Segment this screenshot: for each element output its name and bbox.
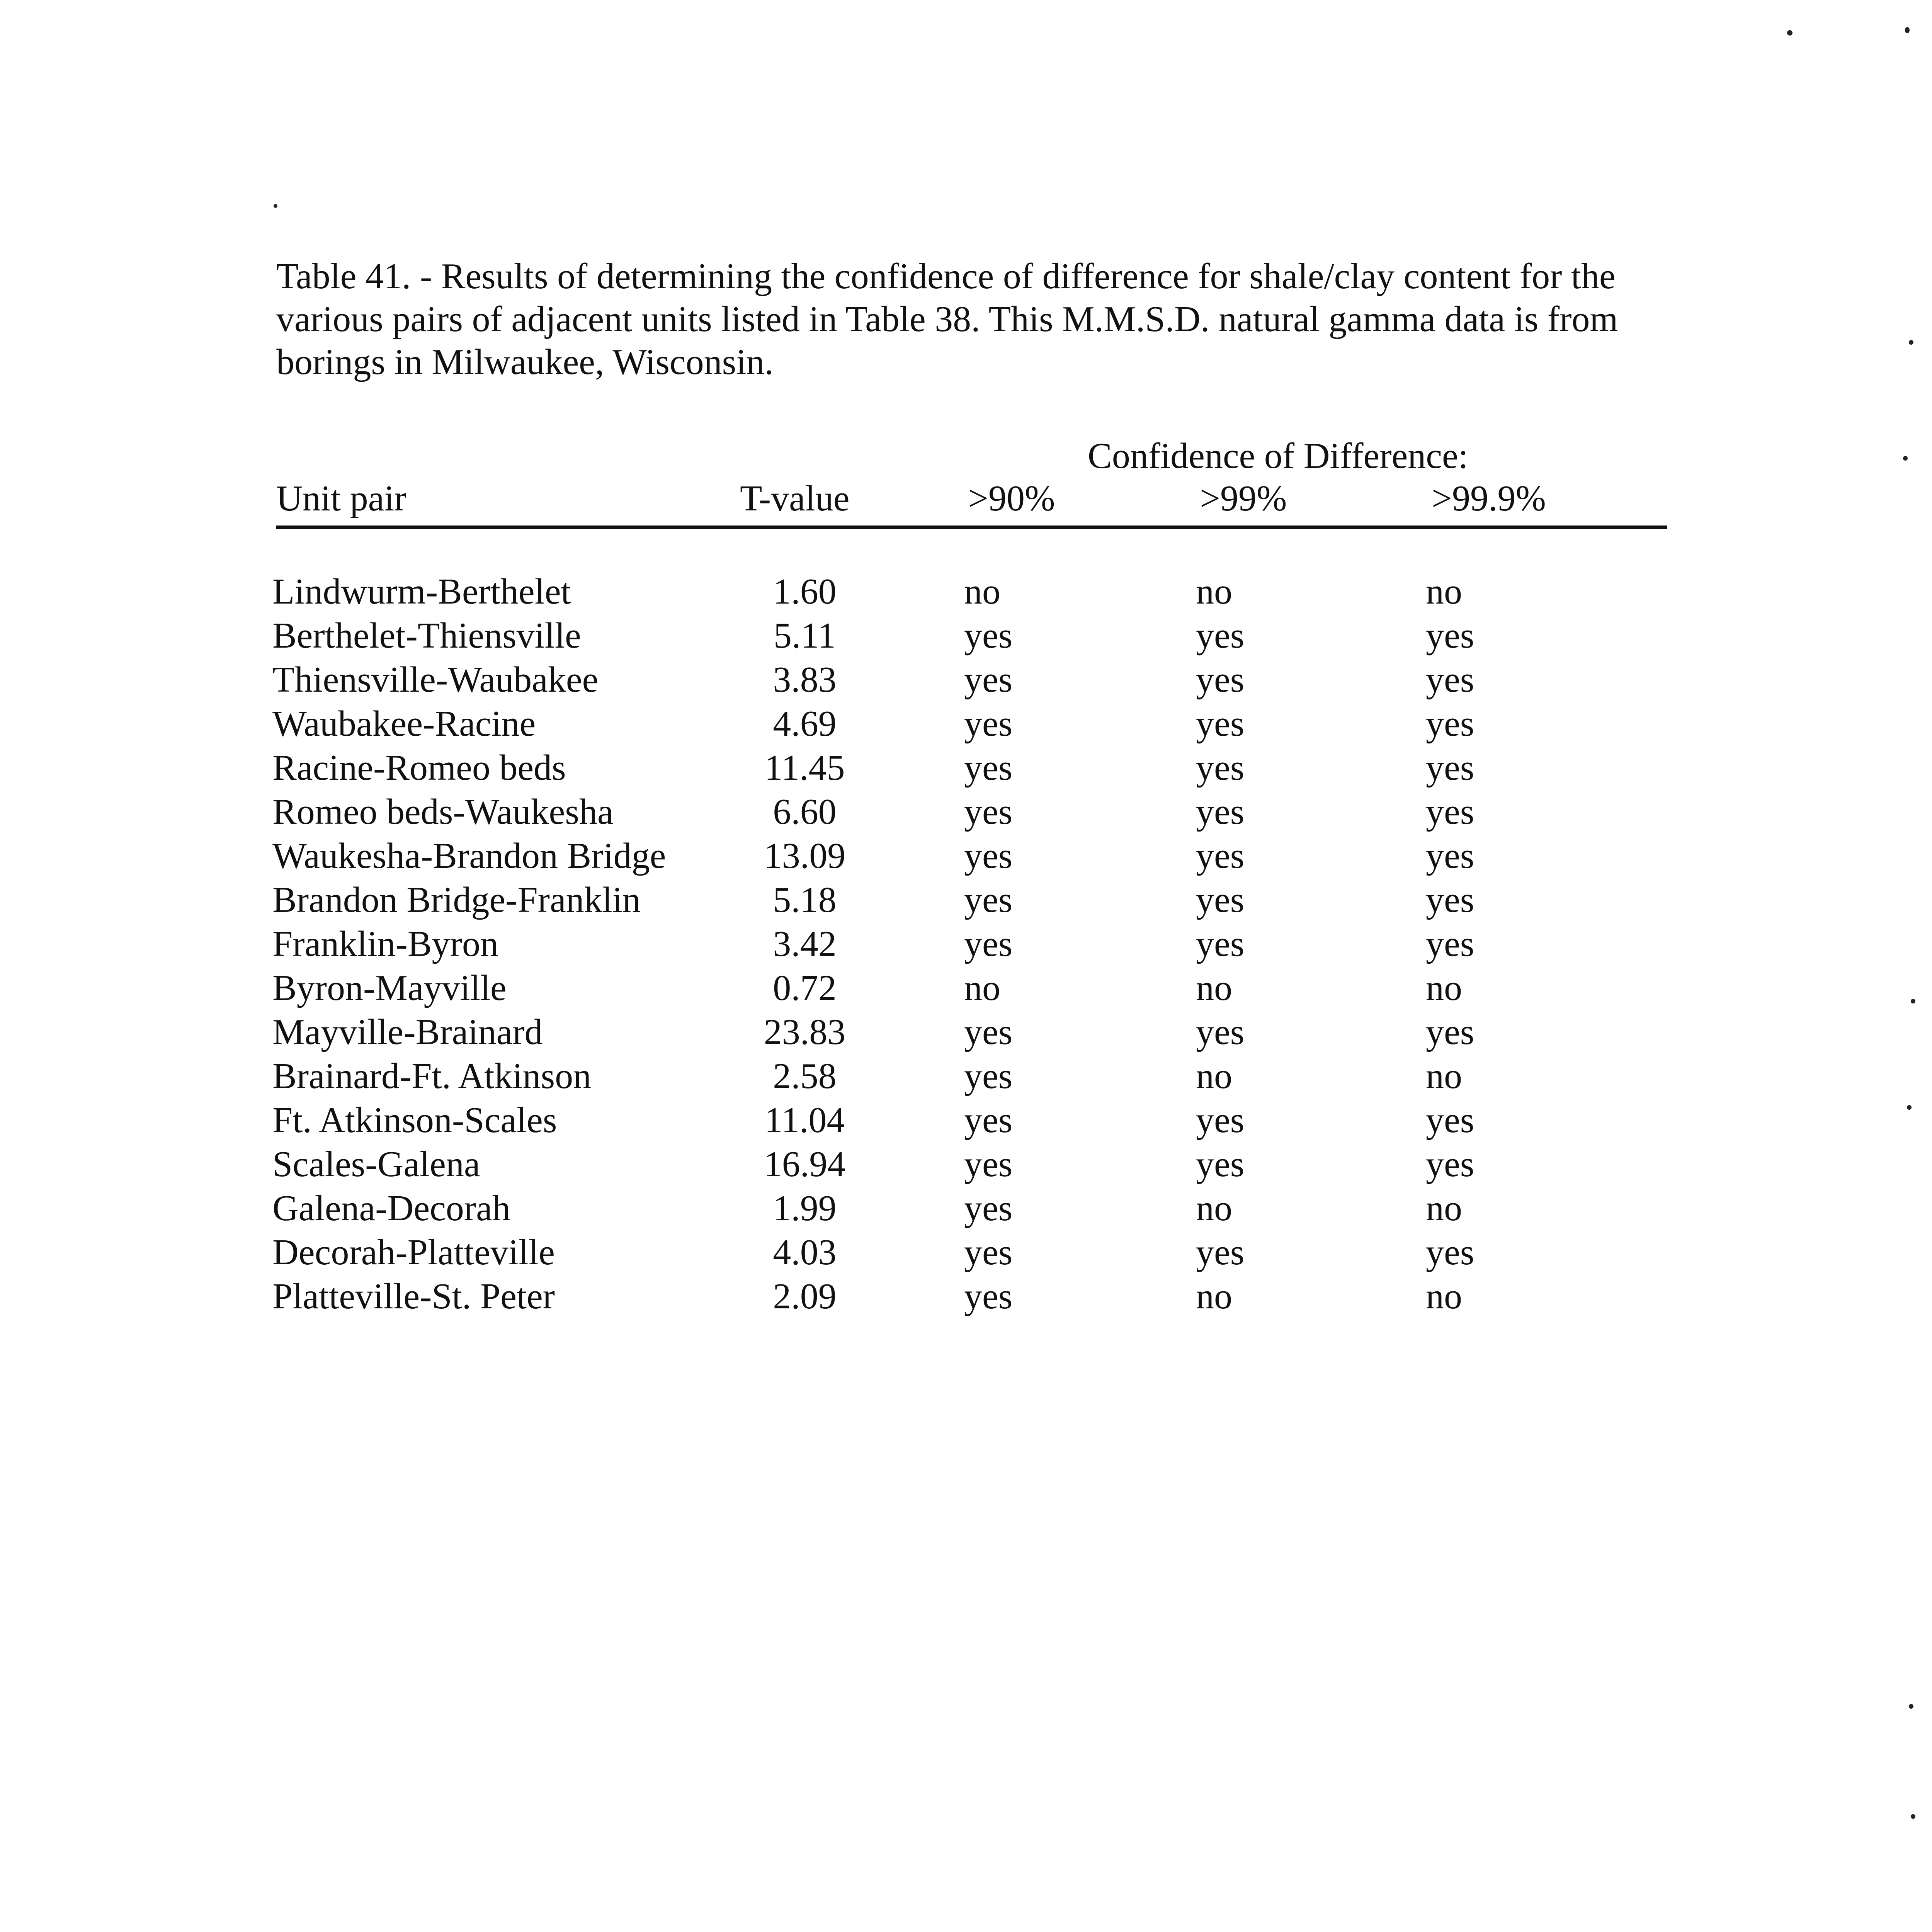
cell-gt90: yes (964, 1232, 1013, 1272)
table-row (0, 1010, 1932, 1054)
cell-gt999: no (1426, 1188, 1462, 1228)
cell-gt90: yes (964, 1144, 1013, 1184)
cell-gt90: yes (964, 1012, 1013, 1052)
scan-speck (1903, 456, 1908, 461)
cell-t-value: 5.18 (773, 880, 837, 920)
cell-gt90: yes (964, 704, 1013, 744)
cell-gt999: yes (1426, 792, 1475, 832)
cell-gt999: yes (1426, 1232, 1475, 1272)
cell-gt99: no (1196, 1056, 1232, 1096)
cell-gt999: yes (1426, 1012, 1475, 1052)
table-row (0, 746, 1932, 789)
cell-gt999: yes (1426, 616, 1475, 656)
cell-gt90: yes (964, 1056, 1013, 1096)
cell-gt99: yes (1196, 1144, 1245, 1184)
cell-unit-pair: Waubakee-Racine (272, 704, 536, 744)
table-row (0, 1275, 1932, 1318)
cell-t-value: 6.60 (773, 792, 837, 832)
scan-speck (1907, 1105, 1912, 1110)
scan-speck (1911, 999, 1915, 1003)
cell-t-value: 5.11 (773, 616, 836, 656)
table-row (0, 834, 1932, 878)
cell-gt99: yes (1196, 660, 1245, 700)
scan-speck (1787, 30, 1793, 36)
cell-unit-pair: Byron-Mayville (272, 968, 507, 1008)
cell-t-value: 2.58 (773, 1056, 837, 1096)
cell-t-value: 16.94 (764, 1144, 846, 1184)
cell-gt90: yes (964, 792, 1013, 832)
cell-gt99: no (1196, 1188, 1232, 1228)
scan-speck (274, 204, 277, 208)
cell-t-value: 0.72 (773, 968, 837, 1008)
scan-speck (1909, 340, 1913, 345)
cell-unit-pair: Galena-Decorah (272, 1188, 510, 1228)
cell-gt99: no (1196, 968, 1232, 1008)
cell-gt99: yes (1196, 792, 1245, 832)
cell-unit-pair: Franklin-Byron (272, 924, 498, 964)
table-row (0, 1187, 1932, 1230)
cell-unit-pair: Decorah-Platteville (272, 1232, 555, 1272)
cell-gt90: yes (964, 616, 1013, 656)
cell-t-value: 11.45 (764, 748, 845, 788)
cell-unit-pair: Mayville-Brainard (272, 1012, 543, 1052)
cell-gt90: yes (964, 1188, 1013, 1228)
cell-unit-pair: Thiensville-Waubakee (272, 660, 599, 700)
table-row (0, 1099, 1932, 1142)
cell-gt90: yes (964, 1100, 1013, 1140)
table-row (0, 658, 1932, 701)
cell-gt90: no (964, 571, 1000, 612)
scan-speck (1909, 1704, 1913, 1709)
table-row (0, 922, 1932, 966)
cell-t-value: 2.09 (773, 1276, 837, 1316)
cell-unit-pair: Waukesha-Brandon Bridge (272, 836, 666, 876)
cell-gt90: yes (964, 880, 1013, 920)
cell-unit-pair: Berthelet-Thiensville (272, 616, 581, 656)
cell-t-value: 1.60 (773, 571, 837, 612)
table-caption: Table 41. - Results of determining the confidence of difference for shale/clay content for the various pairs of adjacent units listed in Table 38. This M.M.S.D. natural gamma data is from borings in Milwaukee, Wisconsin. (276, 256, 1618, 382)
cell-unit-pair: Ft. Atkinson-Scales (272, 1100, 557, 1140)
cell-t-value: 3.83 (773, 660, 837, 700)
cell-t-value: 4.69 (773, 704, 837, 744)
table-row (0, 702, 1932, 745)
cell-gt99: yes (1196, 748, 1245, 788)
table-row (0, 1231, 1932, 1274)
cell-t-value: 23.83 (764, 1012, 846, 1052)
cell-gt99: yes (1196, 924, 1245, 964)
cell-t-value: 11.04 (764, 1100, 845, 1140)
cell-gt99: yes (1196, 1012, 1245, 1052)
cell-gt99: no (1196, 1276, 1232, 1316)
cell-gt99: yes (1196, 1100, 1245, 1140)
cell-unit-pair: Scales-Galena (272, 1144, 480, 1184)
scan-speck (1911, 1814, 1915, 1819)
cell-gt90: yes (964, 660, 1013, 700)
cell-gt999: no (1426, 968, 1462, 1008)
cell-gt999: no (1426, 571, 1462, 612)
cell-gt99: yes (1196, 616, 1245, 656)
table-row (0, 1143, 1932, 1186)
table-row (0, 966, 1932, 1010)
cell-gt999: yes (1426, 704, 1475, 744)
cell-gt90: yes (964, 1276, 1013, 1316)
cell-gt999: yes (1426, 836, 1475, 876)
cell-t-value: 1.99 (773, 1188, 837, 1228)
confidence-group-header: Confidence of Difference: (1088, 436, 1468, 476)
header-gt90: >90% (968, 478, 1055, 519)
cell-t-value: 13.09 (764, 836, 846, 876)
header-gt999: >99.9% (1432, 478, 1546, 519)
cell-gt90: yes (964, 924, 1013, 964)
cell-gt999: yes (1426, 1144, 1475, 1184)
cell-gt99: yes (1196, 1232, 1245, 1272)
cell-gt999: yes (1426, 748, 1475, 788)
table-row (0, 1054, 1932, 1098)
cell-gt999: yes (1426, 660, 1475, 700)
cell-unit-pair: Lindwurm-Berthelet (272, 571, 571, 612)
table-row (0, 878, 1932, 922)
header-unit-pair: Unit pair (276, 478, 406, 519)
header-rule (276, 526, 1667, 529)
cell-gt999: yes (1426, 880, 1475, 920)
cell-gt90: no (964, 968, 1000, 1008)
cell-unit-pair: Brainard-Ft. Atkinson (272, 1056, 592, 1096)
table-row (0, 790, 1932, 833)
cell-gt90: yes (964, 836, 1013, 876)
scan-speck (1905, 27, 1910, 33)
cell-gt999: yes (1426, 924, 1475, 964)
cell-gt999: no (1426, 1056, 1462, 1096)
header-gt99: >99% (1200, 478, 1287, 519)
table-row (0, 614, 1932, 657)
cell-unit-pair: Platteville-St. Peter (272, 1276, 555, 1316)
cell-t-value: 3.42 (773, 924, 837, 964)
cell-gt99: yes (1196, 880, 1245, 920)
cell-gt99: yes (1196, 836, 1245, 876)
cell-gt99: yes (1196, 704, 1245, 744)
cell-t-value: 4.03 (773, 1232, 837, 1272)
table-row (0, 570, 1932, 613)
cell-gt99: no (1196, 571, 1232, 612)
cell-unit-pair: Racine-Romeo beds (272, 748, 566, 788)
header-t-value: T-value (740, 478, 850, 519)
cell-gt999: no (1426, 1276, 1462, 1316)
cell-gt999: yes (1426, 1100, 1475, 1140)
cell-unit-pair: Romeo beds-Waukesha (272, 792, 614, 832)
cell-unit-pair: Brandon Bridge-Franklin (272, 880, 641, 920)
cell-gt90: yes (964, 748, 1013, 788)
